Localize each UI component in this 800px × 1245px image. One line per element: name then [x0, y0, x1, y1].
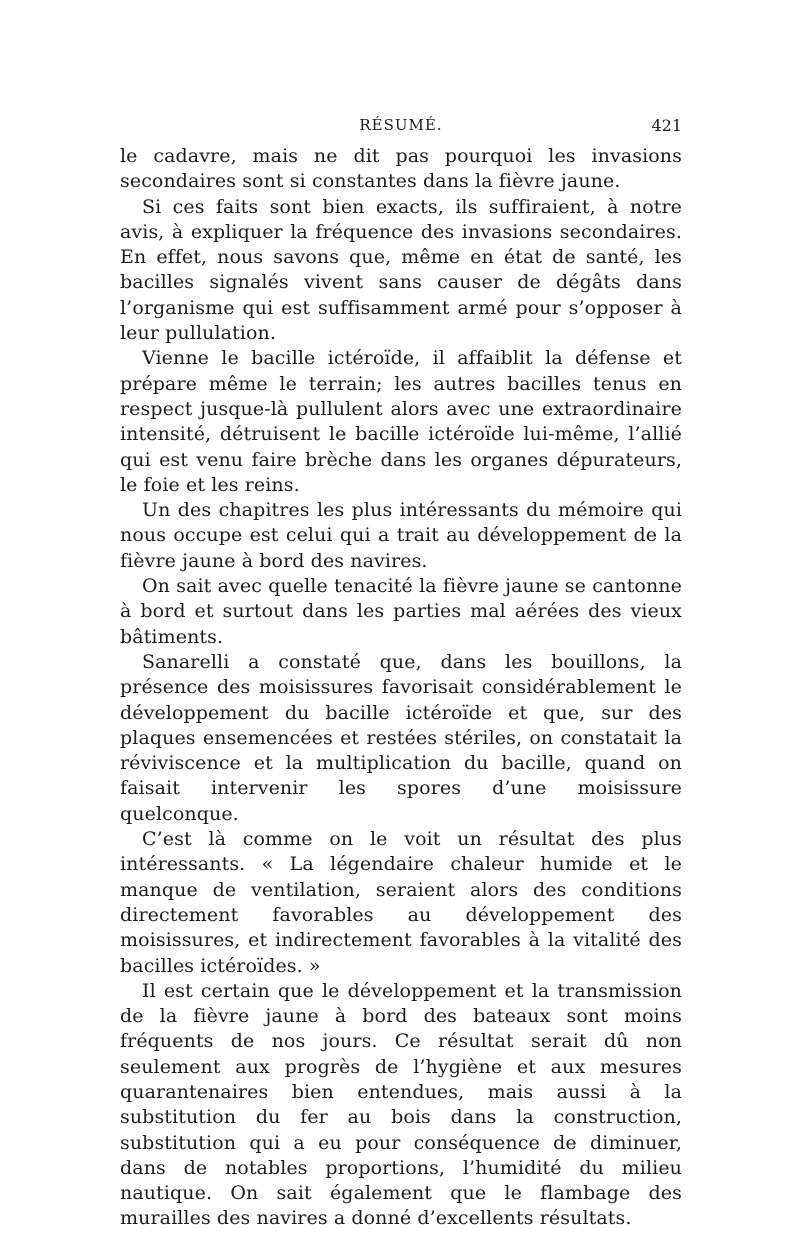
- paragraph: Vienne le bacille ictéroïde, il affaiblit la défense et prépare même le terrain; les autres bacilles tenus en respect jusque-là pullulent alors avec une extraordinaire intensité, détruisent le bacille ictéroïde lui-même, l’allié qui est venu faire brèche dans les organes dépurateurs, le foie et les reins.: [120, 347, 682, 496]
- paragraph: On sait avec quelle tenacité la fièvre jaune se cantonne à bord et surtout dans les parties mal aérées des vieux bâtiments.: [120, 575, 682, 648]
- paragraph: Sanarelli a constaté que, dans les bouillons, la présence des moisissures favorisait considérablement le développement du bacille ictéroïde et que, sur des plaques ensemencées et restées stériles, on constatait la réviviscence et la multiplication du bacille, quand on faisait intervenir les spores d’une moisissure quelconque.: [120, 650, 682, 825]
- paragraph: C’est là comme on le voit un résultat des plus intéressants. « La légendaire chaleur humide et le manque de ventilation, seraient alors des conditions directement favorables au développement des moisissures, et indirectement favorables à la vitalité des bacilles ictéroïdes. »: [120, 828, 682, 977]
- page-number: 421: [651, 116, 682, 135]
- paragraph: Si ces faits sont bien exacts, ils suffiraient, à notre avis, à expliquer la fréquence des invasions secondaires. En effet, nous savons que, même en état de santé, les bacilles signalés vivent sans causer de dégâts dans l’organisme qui est suffisamment armé pour s’opposer à leur pullulation.: [120, 195, 682, 345]
- document-page: [120, 110, 682, 1232]
- paragraph: Il est certain que le développement et la transmission de la fièvre jaune à bord des bateaux sont moins fréquents de nos jours. Ce résultat serait dû non seulement aux progrès de l’hygiène et aux mesures quarantenaires bien entendues, mais aussi à la substitution du fer au bois dans la construction, substitution qui a eu pour conséquence de diminuer, dans de notables proportions, l’humidité du milieu nautique. On sait également que le flambage des murailles des navires a donné d’excellents résultats.: [120, 979, 682, 1230]
- paragraph: le cadavre, mais ne dit pas pourquoi les invasions secondaires sont si constantes dans la fièvre jaune.: [120, 145, 682, 193]
- running-head: RÉSUMÉ.: [359, 116, 443, 134]
- paragraph: Un des chapitres les plus intéressants du mémoire qui nous occupe est celui qui a trait au développement de la fièvre jaune à bord des navires.: [120, 499, 682, 572]
- page-header: [120, 110, 682, 144]
- body-text: [120, 144, 682, 1232]
